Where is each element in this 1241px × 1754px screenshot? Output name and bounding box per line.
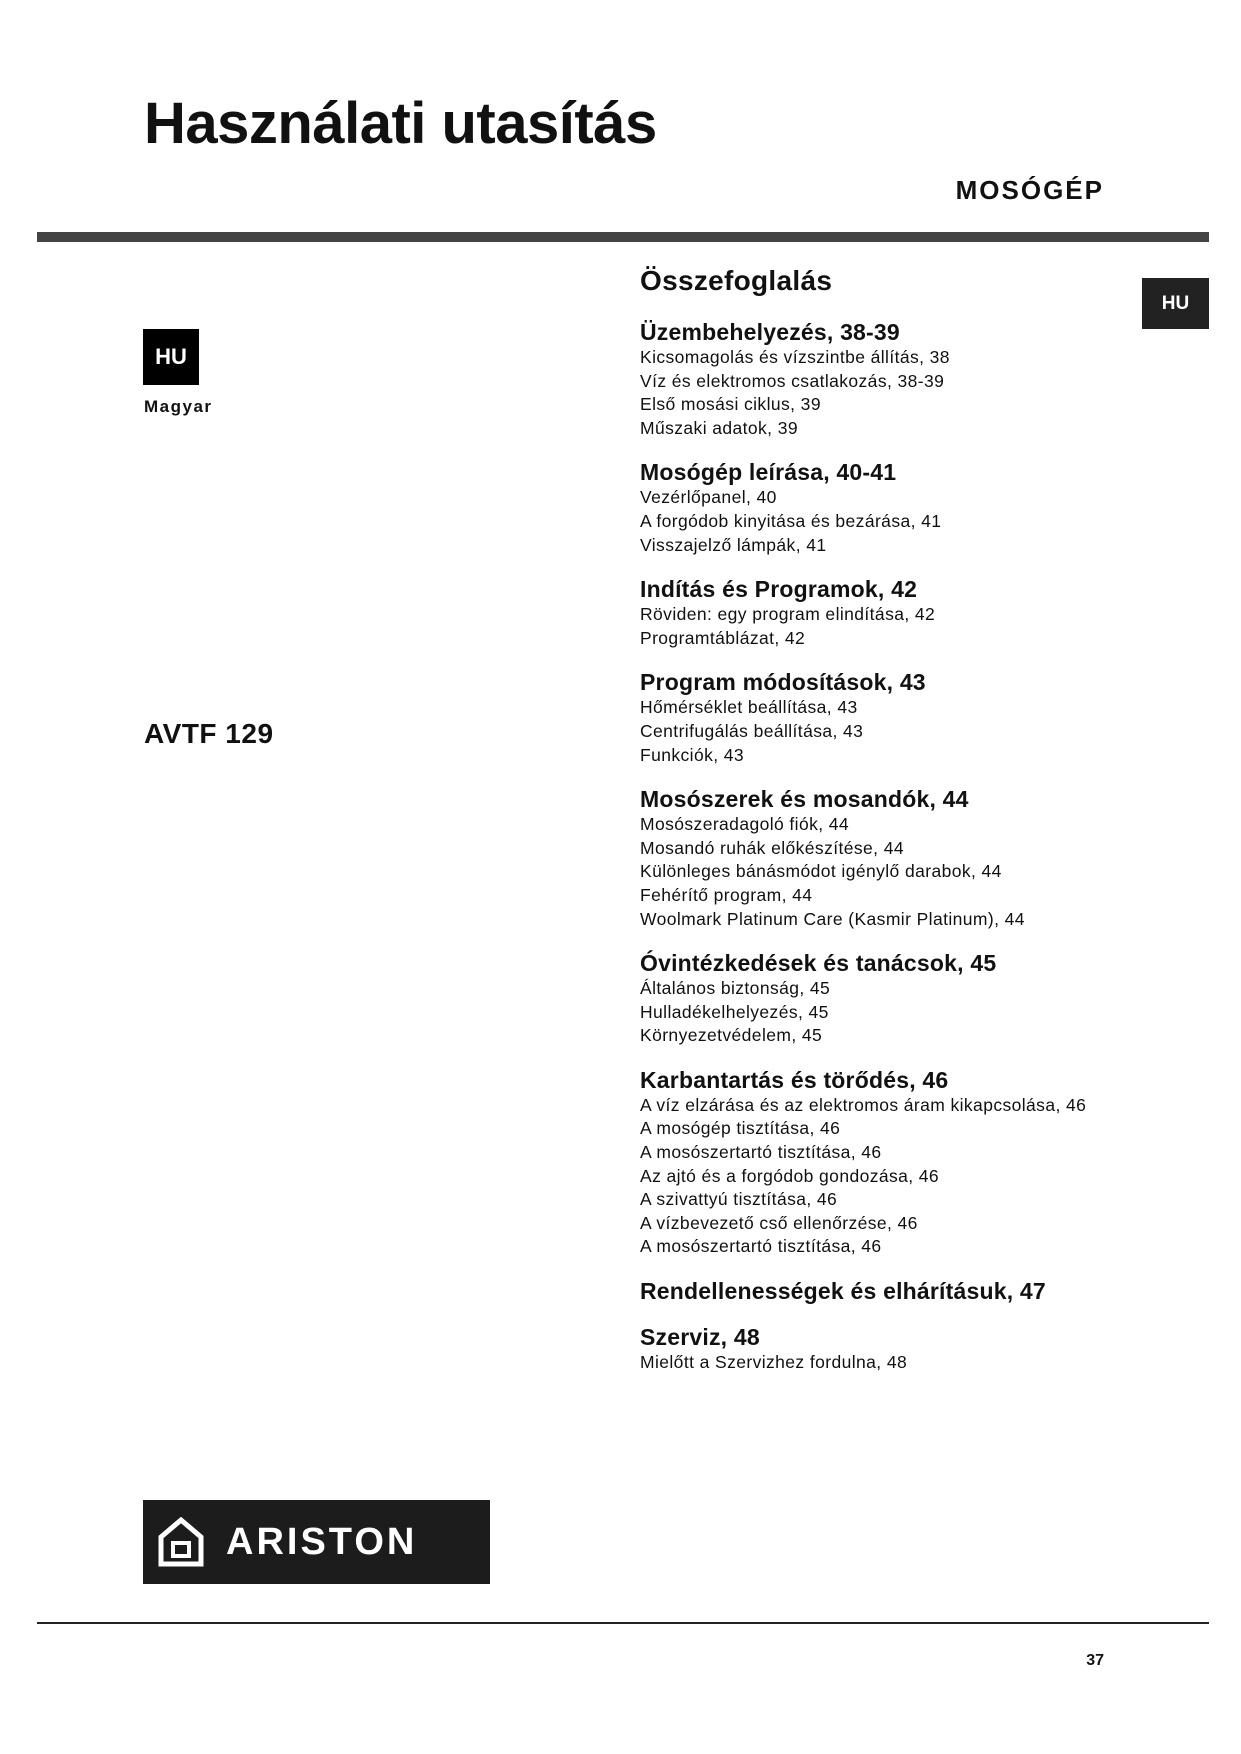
toc-section-title: Mosógép leírása, 40-41 [640,459,897,486]
toc-section [640,575,1120,650]
toc-section [640,1066,1120,1259]
toc-item: Általános biztonság, 45 [640,978,831,999]
house-icon [158,1517,204,1567]
page-number: 37 [1086,1652,1104,1669]
toc-item: Centrifugálás beállítása, 43 [640,720,864,741]
toc-item: Röviden: egy program elindítása, 42 [640,604,936,625]
toc-section [640,785,1120,931]
toc-item: Első mosási ciklus, 39 [640,394,821,415]
toc-item: Fehérítő program, 44 [640,884,813,905]
toc-section-title: Program módosítások, 43 [640,669,926,696]
toc-section-title: Üzembehelyezés, 38-39 [640,319,900,345]
language-badge: HU [143,329,199,385]
toc-item: Programtáblázat, 42 [640,627,806,648]
document-title: Használati utasítás [144,91,657,156]
language-name: Magyar [144,397,213,416]
brand-name: ARISTON [226,1520,418,1563]
toc-item: Víz és elektromos csatlakozás, 38-39 [640,370,945,391]
model-number: AVTF 129 [144,718,274,749]
toc-section-title: Karbantartás és törődés, 46 [640,1066,949,1093]
toc-section [640,949,1120,1048]
toc-section-title: Óvintézkedések és tanácsok, 45 [640,950,997,977]
product-category: MOSÓGÉP [955,175,1104,205]
brand-logo [143,1500,490,1584]
toc-item: Környezetvédelem, 45 [640,1025,823,1046]
toc-item: A mosógép tisztítása, 46 [640,1118,841,1139]
toc-item: Funkciók, 43 [640,744,745,765]
toc-section [640,1323,1120,1375]
toc-item: A forgódob kinyitása és bezárása, 41 [640,510,942,531]
table-of-contents [640,318,1120,1393]
toc-item: Kicsomagolás és vízszintbe állítás, 38 [640,347,950,367]
toc-section-title: Rendellenességek és elhárításuk, 47 [640,1278,1046,1305]
toc-item: Visszajelző lámpák, 41 [640,534,827,555]
toc-section [640,458,1120,557]
toc-section [640,318,1120,440]
toc-item: A mosószertartó tisztítása, 46 [640,1142,882,1163]
toc-item: Woolmark Platinum Care (Kasmir Platinum), 44 [640,908,1025,929]
toc-section [640,1277,1120,1305]
toc-section-title: Indítás és Programok, 42 [640,576,918,603]
toc-item: Mosószeradagoló fiók, 44 [640,814,850,835]
toc-section [640,668,1120,767]
header-divider [37,232,1209,242]
footer-divider [37,1622,1209,1624]
toc-item: Hulladékelhelyezés, 45 [640,1001,829,1022]
toc-item: Az ajtó és a forgódob gondozása, 46 [640,1165,940,1186]
toc-item: Mosandó ruhák előkészítése, 44 [640,837,904,858]
toc-item: Vezérlőpanel, 40 [640,487,777,508]
language-tab: HU [1142,278,1209,329]
toc-item: A mosószertartó tisztítása, 46 [640,1236,882,1257]
toc-item: Különleges bánásmódot igénylő darabok, 44 [640,861,1002,882]
toc-item: A vízbevezető cső ellenőrzése, 46 [640,1212,918,1233]
toc-item: A szivattyú tisztítása, 46 [640,1189,838,1210]
toc-item: A víz elzárása és az elektromos áram kikapcsolása, 46 [640,1094,1087,1115]
toc-section-title: Szerviz, 48 [640,1324,760,1351]
toc-heading: Összefoglalás [640,265,833,296]
toc-section-title: Mosószerek és mosandók, 44 [640,786,969,813]
toc-item: Mielőtt a Szervizhez fordulna, 48 [640,1352,908,1373]
toc-item: Hőmérséklet beállítása, 43 [640,697,858,718]
toc-item: Műszaki adatok, 39 [640,417,798,438]
